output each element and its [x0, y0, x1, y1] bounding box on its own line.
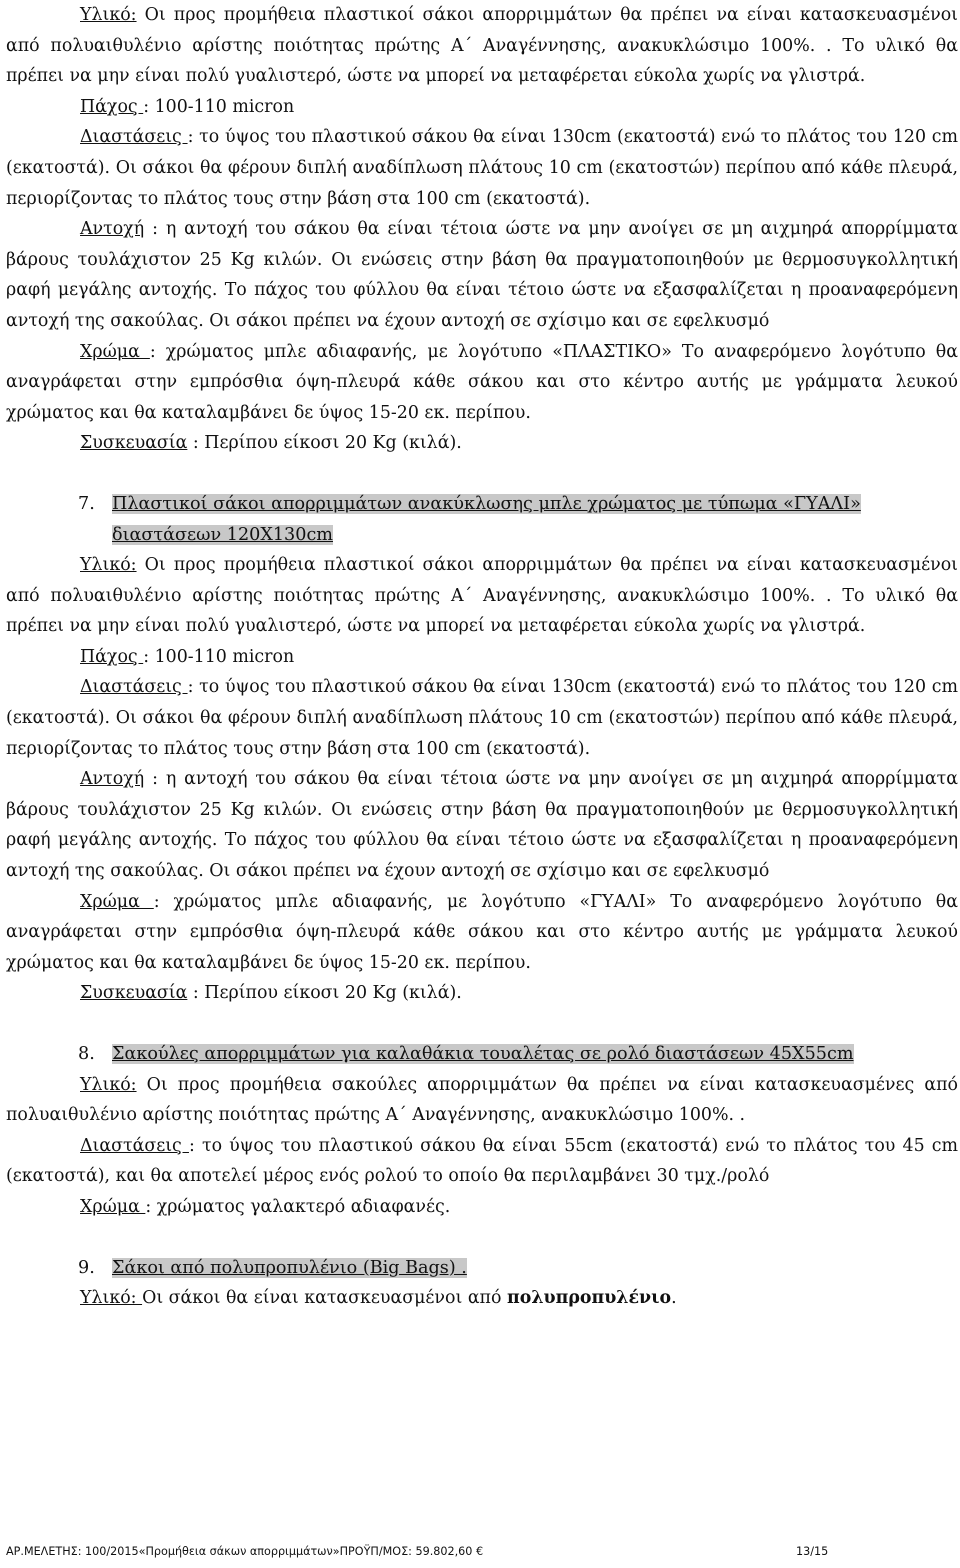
color-paragraph — [6, 337, 958, 429]
material-text: Οι σάκοι θα είναι κατασκευασμένοι από — [142, 1288, 507, 1309]
packaging-paragraph — [6, 978, 958, 1009]
color-paragraph — [6, 1192, 958, 1223]
spacer — [6, 1009, 958, 1039]
spacer — [6, 1223, 958, 1253]
section-8 — [6, 1039, 958, 1223]
material-end: . — [671, 1288, 677, 1309]
spacer — [6, 459, 958, 489]
section-heading — [6, 1039, 958, 1070]
color-text: : χρώματος μπλε αδιαφανής, με λογότυπο «ΠΛΑΣΤΙΚΟ» Το αναφερόμενο λογότυπο θα αναγράφεται στην εμπρόσθια όψη-πλευρά κάθε σάκου και στο κέντρο αυτής με γράμματα λευκού χρώματος και θα καταλαμβάνει δε ύψος 15-20 εκ. περίπου. — [6, 341, 958, 423]
material-text: Οι προς προμήθεια σακούλες απορριμμάτων θα πρέπει να είναι κατασκευασμένες από πολυαιθυλένιο αρίστης ποιότητας πρώτης Α΄ Αναγέννησης, ανακυκλώσιμο 100%. . — [6, 1074, 958, 1126]
dimensions-text: : το ύψος του πλαστικού σάκου θα είναι 55cm (εκατοστά) ενώ το πλάτος του 45 cm (εκατοστά), και θα αποτελεί μέρος ενός ρολού το οποίο θα περιλαμβάνει 30 τμχ./ρολό — [6, 1135, 959, 1187]
document-body — [6, 0, 958, 1314]
material-paragraph — [6, 0, 958, 92]
section-7 — [6, 489, 958, 1009]
thickness-label: Πάχος — [80, 646, 144, 667]
packaging-label: Συσκευασία — [80, 983, 188, 1004]
material-paragraph — [6, 1283, 958, 1314]
dimensions-label: Διαστάσεις — [80, 677, 188, 698]
packaging-text: : Περίπου είκοσι 20 Kg (κιλά). — [187, 983, 462, 1004]
material-paragraph — [6, 1070, 958, 1131]
thickness-label: Πάχος — [80, 96, 144, 117]
section-heading — [6, 1253, 958, 1284]
dimensions-paragraph — [6, 122, 958, 214]
footer-study-info: ΑΡ.ΜΕΛΕΤΗΣ: 100/2015«Προμήθεια σάκων απορριμμάτων»ΠΡΟΫΠ/ΜΟΣ: 59.802,60 € — [6, 1545, 484, 1558]
material-label: Υλικό: — [80, 555, 137, 576]
thickness-paragraph — [6, 92, 958, 123]
thickness-paragraph — [6, 642, 958, 673]
section-9 — [6, 1253, 958, 1314]
color-text: : χρώματος μπλε αδιαφανής, με λογότυπο «ΓΥΑΛΙ» Το αναφερόμενο λογότυπο θα αναγράφεται στην εμπρόσθια όψη-πλευρά κάθε σάκου και στο κέντρο αυτής με γράμματα λευκού χρώματος και θα καταλαμβάνει δε ύψος 15-20 εκ. περίπου. — [6, 891, 959, 973]
footer-page-number: 13/15 — [796, 1545, 829, 1558]
material-text: Οι προς προμήθεια πλαστικοί σάκοι απορριμμάτων θα πρέπει να είναι κατασκευασμένοι από πολυαιθυλένιο αρίστης ποιότητας πρώτης Α΄ Αναγέννησης, ανακυκλώσιμο 100%. . Το υλικό θα πρέπει να μην είναι πολύ γυαλιστερό, ώστε να μπορεί να μεταφέρεται εύκολα χωρίς να γλιστρά. — [6, 5, 958, 87]
color-label: Χρώμα — [80, 1196, 146, 1217]
dimensions-paragraph — [6, 1131, 958, 1192]
dimensions-label: Διαστάσεις — [80, 1135, 189, 1156]
thickness-text: : 100-110 micron — [143, 646, 295, 667]
section-number: 7. — [78, 493, 95, 514]
section-title: Πλαστικοί σάκοι απορριμμάτων ανακύκλωσης μπλε χρώματος με τύπωμα «ΓΥΑΛΙ» διαστάσεων 120Χ130cm — [112, 493, 861, 545]
strength-label: Αντοχή — [80, 219, 145, 240]
dimensions-label: Διαστάσεις — [80, 127, 188, 148]
material-label: Υλικό: — [80, 1288, 143, 1309]
color-text: : χρώματος γαλακτερό αδιαφανές. — [145, 1196, 451, 1217]
section-heading — [6, 489, 958, 550]
dimensions-paragraph — [6, 672, 958, 764]
material-bold: πολυπροπυλένιο — [507, 1288, 672, 1309]
dimensions-text: : το ύψος του πλαστικού σάκου θα είναι 130cm (εκατοστά) ενώ το πλάτος του 120 cm (εκατοστά). Οι σάκοι θα φέρουν διπλή αναδίπλωση πλάτους 10 cm (εκατοστών) περίπου από κάθε πλευρά, περιορίζοντας το πλάτος τους στην βάση στα 100 cm (εκατοστά). — [6, 127, 958, 209]
material-text: Οι προς προμήθεια πλαστικοί σάκοι απορριμμάτων θα πρέπει να είναι κατασκευασμένοι από πολυαιθυλένιο αρίστης ποιότητας πρώτης Α΄ Αναγέννησης, ανακυκλώσιμο 100%. . Το υλικό θα πρέπει να μην είναι πολύ γυαλιστερό, ώστε να μπορεί να μεταφέρεται εύκολα χωρίς να γλιστρά. — [6, 555, 958, 637]
section-6-tail — [6, 0, 958, 459]
color-label: Χρώμα — [80, 891, 154, 912]
material-label: Υλικό: — [80, 1074, 137, 1095]
strength-paragraph — [6, 764, 958, 886]
material-paragraph — [6, 550, 958, 642]
material-label: Υλικό: — [80, 5, 137, 25]
color-paragraph — [6, 887, 958, 979]
section-number: 8. — [78, 1044, 95, 1064]
packaging-paragraph — [6, 428, 958, 459]
section-title: Σακούλες απορριμμάτων για καλαθάκια τουαλέτας σε ρολό διαστάσεων 45Χ55cm — [112, 1044, 854, 1064]
thickness-text: : 100-110 micron — [143, 96, 295, 117]
strength-text: : η αντοχή του σάκου θα είναι τέτοια ώστε να μην ανοίγει σε μη αιχμηρά απορρίμματα βάρους τουλάχιστον 25 Kg κιλών. Οι ενώσεις στην βάση θα πραγματοποιηθούν με θερμοσυγκολλητική ραφή μεγάλης αντοχής. Το πάχος του φύλλου θα είναι τέτοιο ώστε να εξασφαλίζεται η προαναφερόμενη αντοχή της σακούλας. Οι σάκοι πρέπει να έχουν αντοχή σε σχίσιμο και σε εφελκυσμό — [6, 219, 958, 331]
strength-paragraph — [6, 214, 958, 336]
dimensions-text: : το ύψος του πλαστικού σάκου θα είναι 130cm (εκατοστά) ενώ το πλάτος του 120 cm (εκατοστά). Οι σάκοι θα φέρουν διπλή αναδίπλωση πλάτους 10 cm (εκατοστών) περίπου από κάθε πλευρά, περιορίζοντας το πλάτος τους στην βάση στα 100 cm (εκατοστά). — [6, 677, 958, 759]
section-title: Σάκοι από πολυπροπυλένιο (Big Bags) . — [112, 1257, 467, 1278]
packaging-text: : Περίπου είκοσι 20 Kg (κιλά). — [187, 433, 462, 454]
packaging-label: Συσκευασία — [80, 433, 188, 454]
strength-label: Αντοχή — [80, 769, 145, 790]
strength-text: : η αντοχή του σάκου θα είναι τέτοια ώστε να μην ανοίγει σε μη αιχμηρά απορρίμματα βάρους τουλάχιστον 25 Kg κιλών. Οι ενώσεις στην βάση θα πραγματοποιηθούν με θερμοσυγκολλητική ραφή μεγάλης αντοχής. Το πάχος του φύλλου θα είναι τέτοιο ώστε να εξασφαλίζεται η προαναφερόμενη αντοχή της σακούλας. Οι σάκοι πρέπει να έχουν αντοχή σε σχίσιμο και σε εφελκυσμό — [6, 769, 958, 882]
color-label: Χρώμα — [80, 341, 150, 362]
section-number: 9. — [78, 1257, 95, 1278]
